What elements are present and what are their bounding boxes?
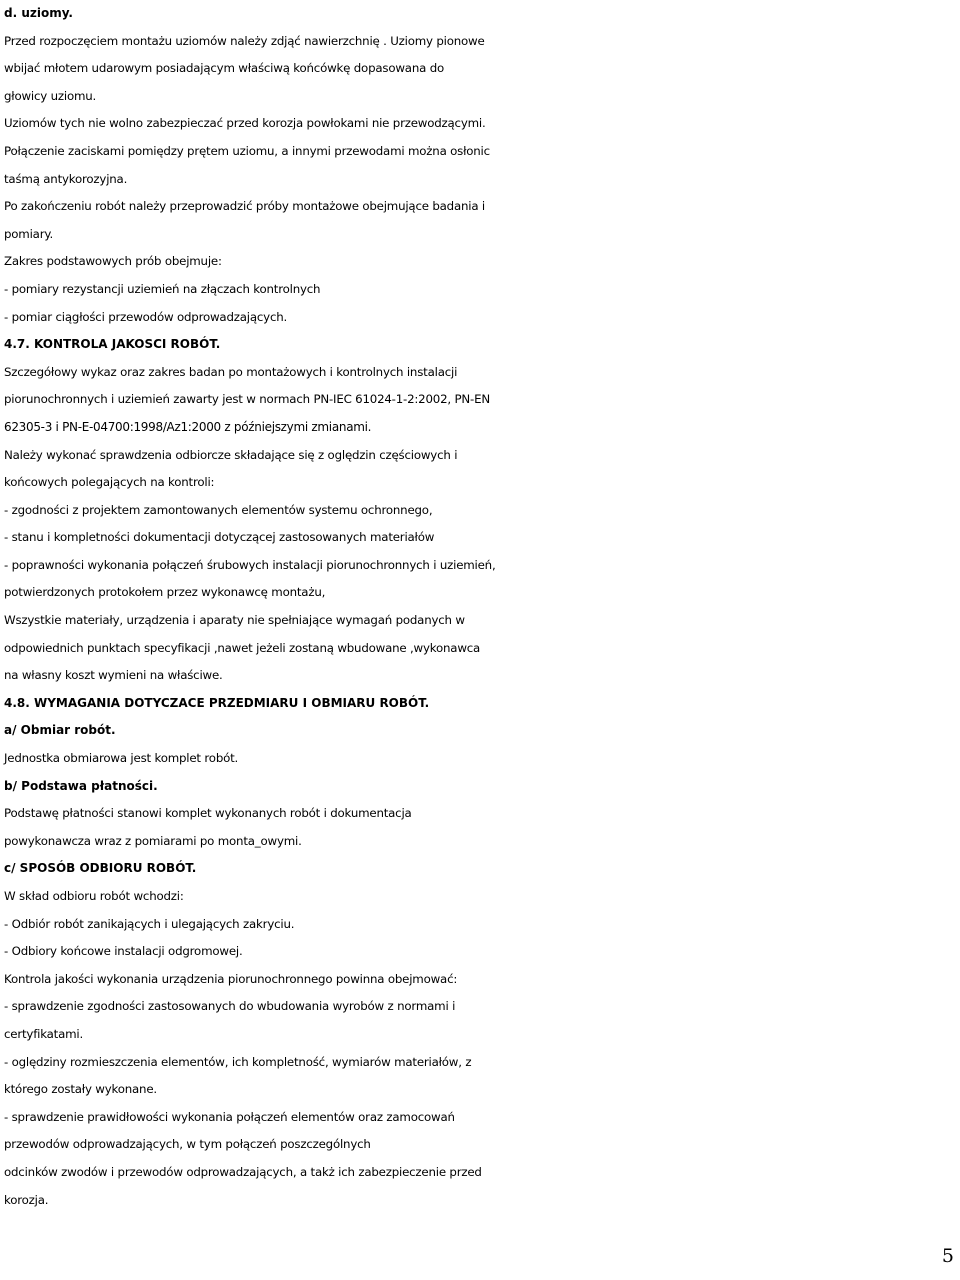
heading-line: 4.7. KONTROLA JAKOSCI ROBÓT. [4,337,221,352]
text-line: Uziomów tych nie wolno zabezpieczać przed korozja powłokami nie przewodzącymi. [4,116,486,131]
heading-line: c/ SPOSÓB ODBIORU ROBÓT. [4,861,197,876]
text-line: Należy wykonać sprawdzenia odbiorcze składające się z oględzin częściowych i [4,447,458,462]
heading-line: d. uziomy. [4,6,73,20]
text-line: Wszystkie materiały, urządzenia i aparaty nie spełniające wymagań podanych w [4,613,465,628]
text-line: Szczegółowy wykaz oraz zakres badan po montażowych i kontrolnych instalacji [4,364,458,379]
text-line: - sprawdzenie zgodności zastosowanych do wbudowania wyrobów z normami i [4,999,456,1014]
text-line: głowicy uziomu. [4,88,97,103]
text-line: którego zostały wykonane. [4,1082,157,1097]
text-line: - pomiar ciągłości przewodów odprowadzających. [4,309,288,324]
text-line: Podstawę płatności stanowi komplet wykonanych robót i dokumentacja [4,806,412,821]
text-line: odcinków zwodów i przewodów odprowadzających, a takż ich zabezpieczenie przed [4,1164,482,1179]
text-line: powykonawcza wraz z pomiarami po monta_owymi. [4,833,302,848]
text-line: certyfikatami. [4,1026,84,1041]
text-line: korozja. [4,1192,49,1207]
text-line: taśmą antykorozyjna. [4,171,128,186]
text-line: potwierdzonych protokołem przez wykonawcę montażu, [4,585,326,600]
text-line: Przed rozpoczęciem montażu uziomów należy zdjąć nawierzchnię . Uziomy pionowe [4,33,485,48]
text-line: - poprawności wykonania połączeń śrubowych instalacji piorunochronnych i uziemień, [4,557,496,572]
text-line: wbijać młotem udarowym posiadającym właściwą końcówkę dopasowana do [4,61,444,76]
text-line: - zgodności z projektem zamontowanych elementów systemu ochronnego, [4,502,433,517]
text-line: na własny koszt wymieni na właściwe. [4,668,223,683]
text-line: Po zakończeniu robót należy przeprowadzić próby montażowe obejmujące badania i [4,199,485,214]
heading-line: b/ Podstawa płatności. [4,778,158,793]
text-line: odpowiednich punktach specyfikacji ,nawet jeżeli zostaną wbudowane ,wykonawca [4,640,481,655]
heading-line: 4.8. WYMAGANIA DOTYCZACE PRZEDMIARU I OBMIARU ROBÓT. [4,695,430,710]
text-line: przewodów odprowadzających, w tym połączeń poszczególnych [4,1137,371,1152]
text-line: Kontrola jakości wykonania urządzenia piorunochronnego powinna obejmować: [4,971,458,986]
text-line: - oględziny rozmieszczenia elementów, ich kompletność, wymiarów materiałów, z [4,1054,472,1069]
text-line: piorunochronnych i uziemień zawarty jest w normach PN-IEC 61024-1-2:2002, PN-EN [4,392,490,407]
text-line: 62305-3 i PN-E-04700:1998/Az1:2000 z późniejszymi zmianami. [4,419,372,434]
text-line: Zakres podstawowych prób obejmuje: [4,254,222,269]
text-line: Połączenie zaciskami pomiędzy prętem uziomu, a innymi przewodami można osłonic [4,143,490,158]
text-line: - pomiary rezystancji uziemień na złączach kontrolnych [4,281,321,296]
document-body [4,0,956,1214]
text-line: - Odbiory końcowe instalacji odgromowej. [4,944,243,959]
text-line: W skład odbioru robót wchodzi: [4,889,184,903]
text-line: pomiary. [4,226,54,241]
text-line: Jednostka obmiarowa jest komplet robót. [4,751,239,766]
text-line: - stanu i kompletności dokumentacji dotyczącej zastosowanych materiałów [4,530,435,545]
text-line: końcowych polegających na kontroli: [4,475,215,490]
text-line: - Odbiór robót zanikających i ulegających zakryciu. [4,916,295,931]
heading-line: a/ Obmiar robót. [4,723,116,738]
page-number: 5 [941,1245,954,1267]
text-line: - sprawdzenie prawidłowości wykonania połączeń elementów oraz zamocowań [4,1109,455,1124]
